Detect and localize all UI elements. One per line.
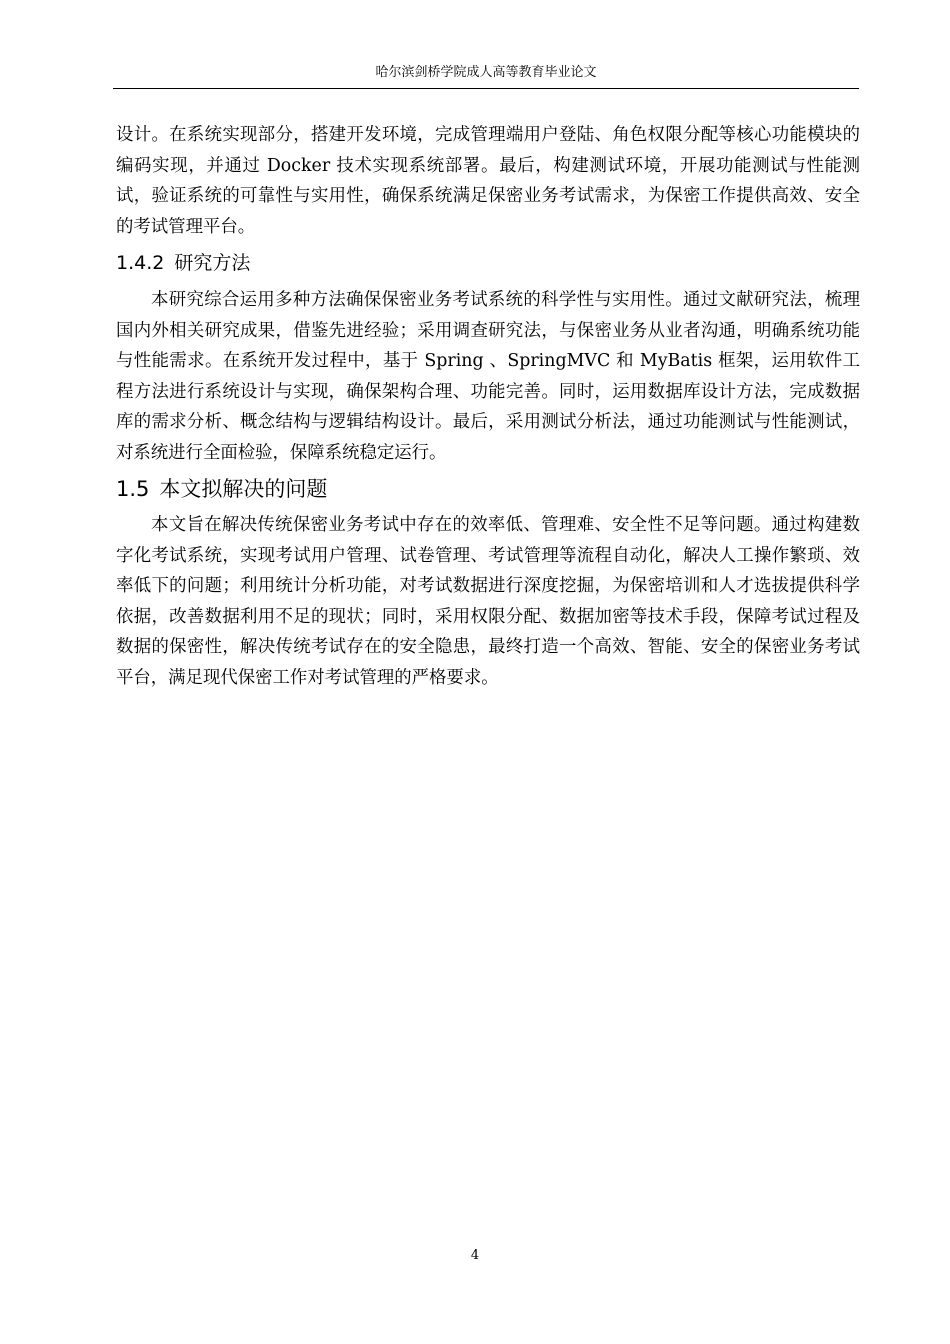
intro-paragraph: 设计。在系统实现部分，搭建开发环境，完成管理端用户登陆、角色权限分配等核心功能模块的编码实现，并通过 Docker 技术实现系统部署。最后，构建测试环境，开展功能测试与性能测试，验证系统的可靠性与实用性，确保系统满足保密业务考试需求，为保密工作提供高效、安全的考试管理平台。 [116,125,860,237]
section-heading-1-5 [116,473,860,505]
section-title: 本文拟解决的问题 [159,477,328,501]
running-header: 哈尔滨剑桥学院成人高等教育毕业论文 [375,65,597,80]
section-number: 1.4.2 [116,252,165,274]
section-number: 1.5 [116,477,150,501]
research-methods-paragraph: 本研究综合运用多种方法确保保密业务考试系统的科学性与实用性。通过文献研究法，梳理国内外相关研究成果，借鉴先进经验；采用调查研究法，与保密业务从业者沟通，明确系统功能与性能需求。在系统开发过程中，基于 Spring 、SpringMVC 和 MyBatis 框架，运用软件工程方法进行系统设计与实现，确保架构合理、功能完善。同时，运用数据库设计方法，完成数据库的需求分析、概念结构与逻辑结构设计。最后，采用测试分析法，通过功能测试与性能测试，对系统进行全面检验，保障系统稳定运行。 [116,290,860,463]
section-heading-1-4-2 [116,248,860,278]
problems-paragraph: 本文旨在解决传统保密业务考试中存在的效率低、管理难、安全性不足等问题。通过构建数字化考试系统，实现考试用户管理、试卷管理、考试管理等流程自动化，解决人工操作繁琐、效率低下的问题；利用统计分析功能，对考试数据进行深度挖掘，为保密培训和人才选拔提供科学依据，改善数据利用不足的现状；同时，采用权限分配、数据加密等技术手段，保障考试过程及数据的保密性，解决传统考试存在的安全隐患，最终打造一个高效、智能、安全的保密业务考试平台，满足现代保密工作对考试管理的严格要求。 [116,515,860,688]
page-number: 4 [470,1248,480,1263]
header-divider [113,88,859,89]
page-body [116,120,860,693]
section-title: 研究方法 [174,252,251,274]
